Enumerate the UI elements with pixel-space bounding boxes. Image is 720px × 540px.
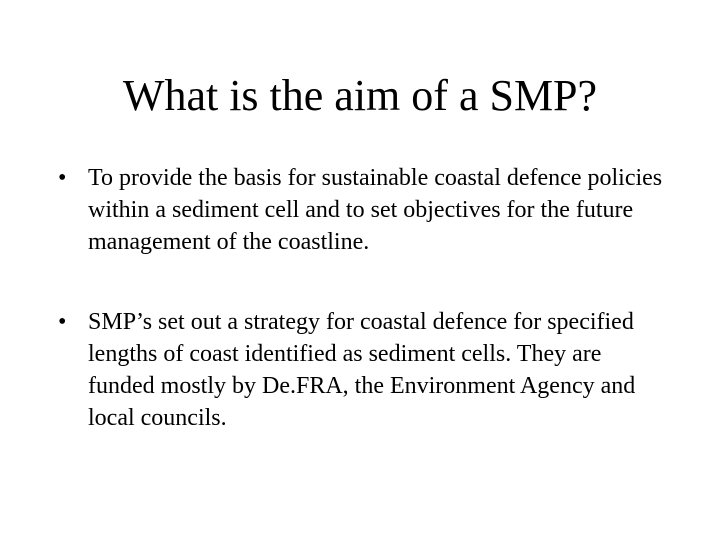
bullet-list — [54, 162, 674, 434]
bullet-text: SMP’s set out a strategy for coastal defence for specified lengths of coast identified as sediment cells. They are funded mostly by De.FRA, the Environment Agency and local councils. — [88, 309, 636, 431]
bullet-dot-icon: • — [58, 309, 67, 335]
bullet-item — [54, 162, 674, 258]
bullet-dot-icon: • — [58, 165, 67, 191]
bullet-text: To provide the basis for sustainable coastal defence policies within a sediment cell and to set objectives for the future management of the coastline. — [88, 165, 663, 255]
bullet-item — [54, 306, 674, 434]
slide-title: What is the aim of a SMP? — [122, 71, 598, 120]
